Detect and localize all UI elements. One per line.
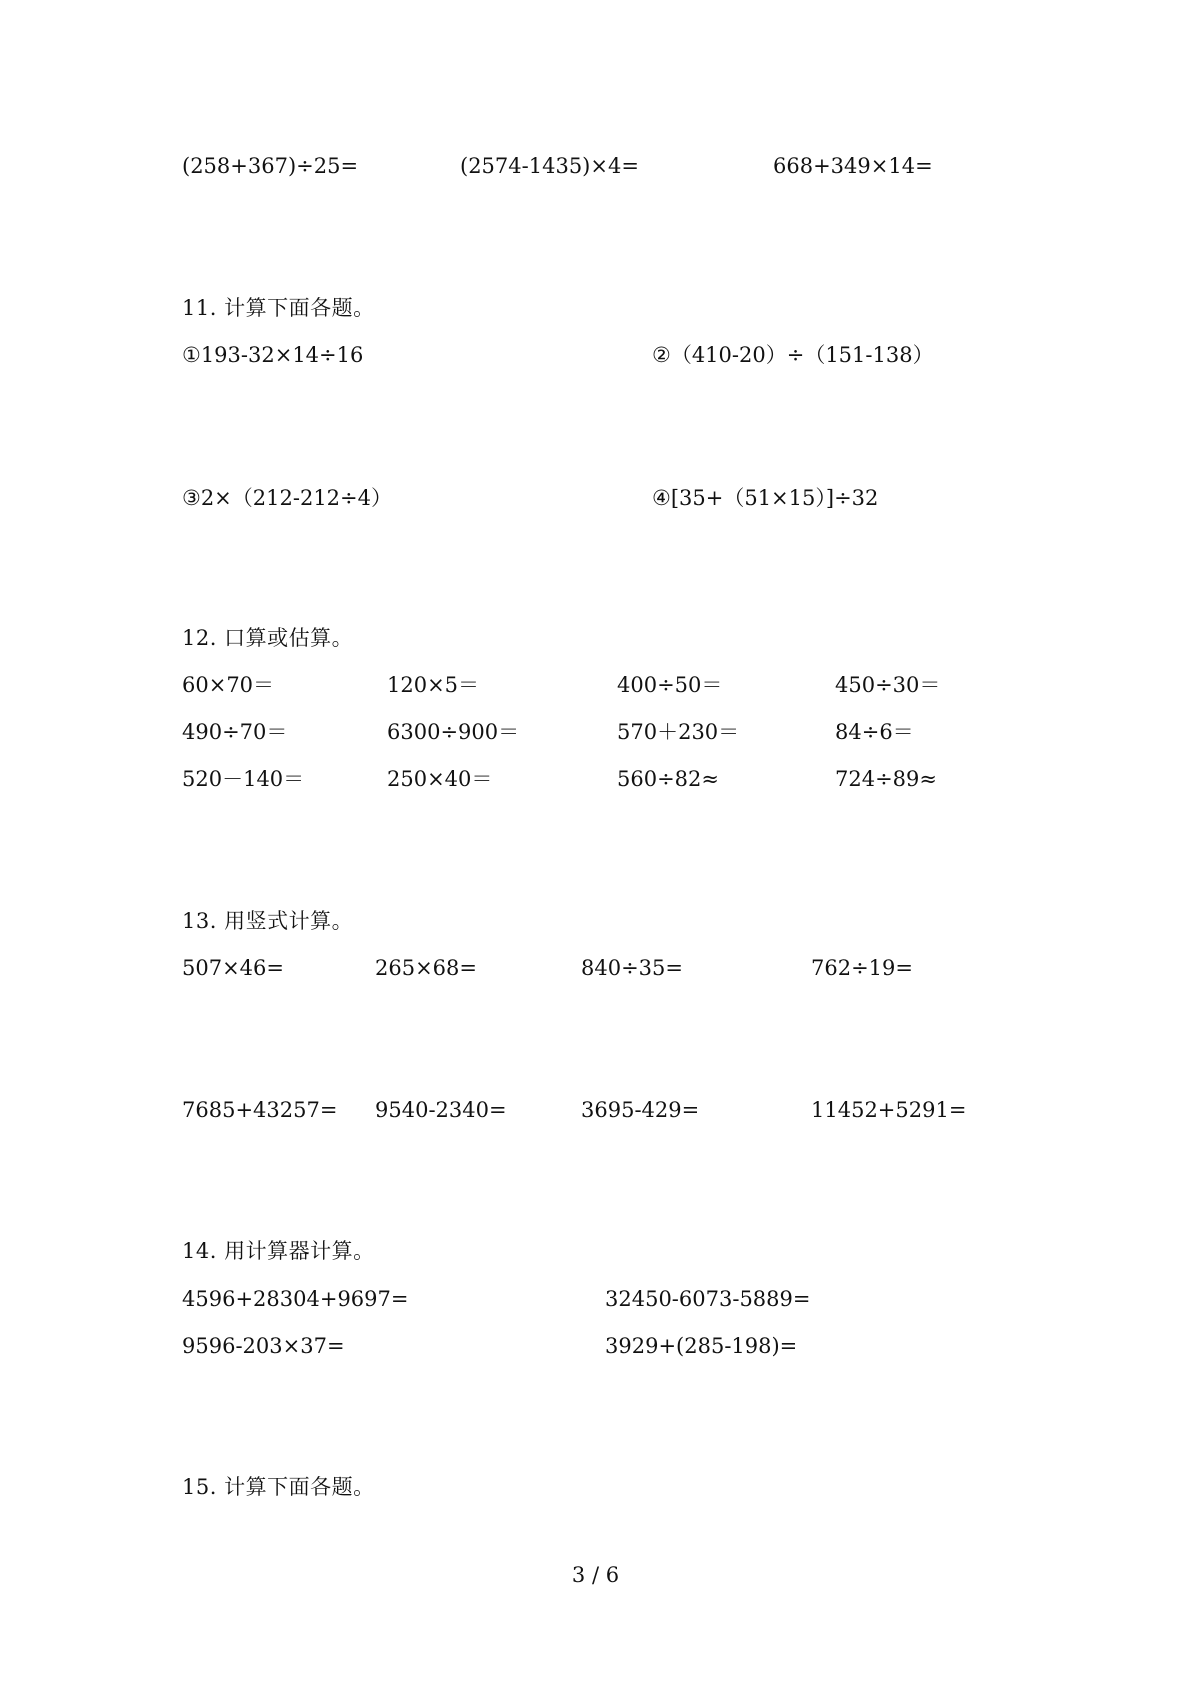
question-14-heading: 14. 用计算器计算。 (182, 1239, 375, 1263)
problem-13-r2c1: 7685+43257= (182, 1098, 338, 1122)
question-15-heading: 15. 计算下面各题。 (182, 1475, 375, 1499)
problem-11-2: ②（410-20）÷（151-138） (652, 343, 934, 367)
problem-14-r2c1: 9596-203×37= (182, 1334, 345, 1358)
problem-13-r2c2: 9540-2340= (375, 1098, 507, 1122)
page-number: 3 / 6 (571, 1563, 620, 1587)
problem-12-r1c2: 120×5＝ (387, 673, 480, 697)
question-13-heading: 13. 用竖式计算。 (182, 909, 354, 933)
question-12-heading: 12. 口算或估算。 (182, 626, 354, 650)
problem-12-r2c1: 490÷70＝ (182, 720, 288, 744)
problem-13-r1c2: 265×68= (375, 956, 477, 980)
problem-14-r2c2: 3929+(285-198)= (605, 1334, 798, 1358)
problem-12-r1c1: 60×70＝ (182, 673, 275, 697)
problem-11-4: ④[35+（51×15）]÷32 (652, 486, 879, 510)
problem-11-1: ①193-32×14÷16 (182, 343, 364, 367)
problem-13-r2c4: 11452+5291= (811, 1098, 967, 1122)
problem-12-r3c3: 560÷82≈ (617, 767, 719, 791)
problem-top-3: 668+349×14= (773, 154, 933, 178)
problem-top-1: (258+367)÷25= (182, 154, 359, 178)
problem-12-r2c3: 570＋230＝ (617, 720, 740, 744)
problem-12-r1c4: 450÷30＝ (835, 673, 941, 697)
problem-14-r1c2: 32450-6073-5889= (605, 1287, 811, 1311)
problem-14-r1c1: 4596+28304+9697= (182, 1287, 409, 1311)
problem-top-2: (2574-1435)×4= (460, 154, 639, 178)
problem-13-r1c3: 840÷35= (581, 956, 683, 980)
problem-11-3: ③2×（212-212÷4） (182, 486, 392, 510)
question-11-heading: 11. 计算下面各题。 (182, 296, 375, 320)
problem-13-r2c3: 3695-429= (581, 1098, 700, 1122)
problem-12-r3c4: 724÷89≈ (835, 767, 937, 791)
problem-12-r1c3: 400÷50＝ (617, 673, 723, 697)
problem-13-r1c4: 762÷19= (811, 956, 913, 980)
problem-12-r3c1: 520－140＝ (182, 767, 305, 791)
problem-12-r2c2: 6300÷900＝ (387, 720, 520, 744)
problem-12-r3c2: 250×40＝ (387, 767, 493, 791)
problem-13-r1c1: 507×46= (182, 956, 284, 980)
problem-12-r2c4: 84÷6＝ (835, 720, 914, 744)
